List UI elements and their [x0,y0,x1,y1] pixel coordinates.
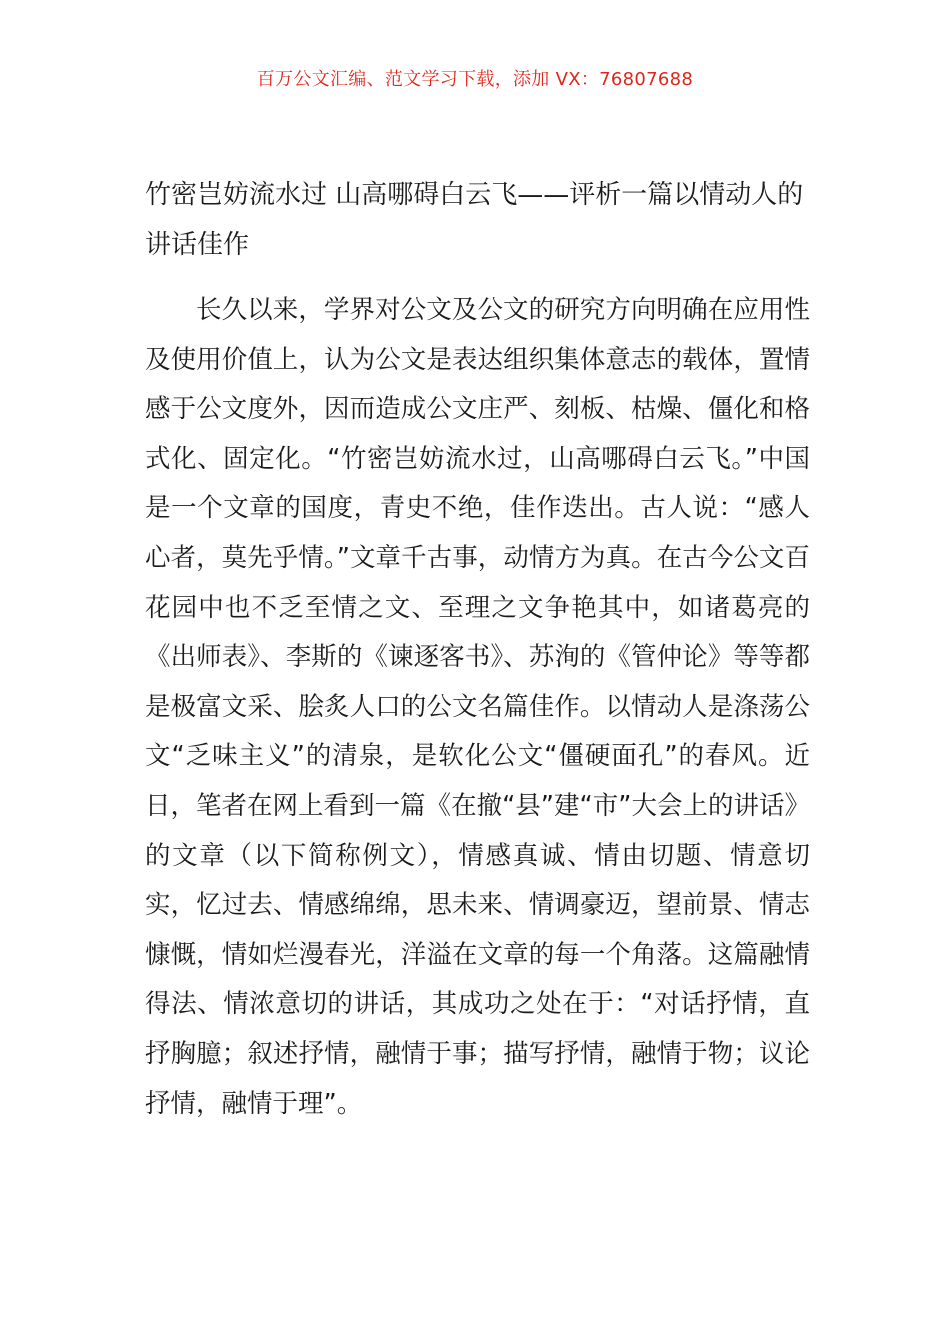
header-watermark-note: 百万公文汇编、范文学习下载，添加 VX：76807688 [256,69,694,90]
body-paragraph: 长久以来，学界对公文及公文的研究方向明确在应用性及使用价值上，认为公文是表达组织集体意志的载体，置情感于公文度外，因而造成公文庄严、刻板、枯燥、僵化和格式化、固定化。“竹密岂妨流水过，山高哪碍白云飞。”中国是一个文章的国度，青史不绝，佳作迭出。古人说：“感人心者，莫先乎情。”文章千古事，动情方为真。在古今公文百花园中也不乏至情之文、至理之文争艳其中，如诸葛亮的《出师表》、李斯的《谏逐客书》、苏洵的《管仲论》等等都是极富文采、脍炙人口的公文名篇佳作。以情动人是涤荡公文“乏味主义”的清泉，是软化公文“僵硬面孔”的春风。近日，笔者在网上看到一篇《在撤“县”建“市”大会上的讲话》的文章（以下简称例文），情感真诚、情由切题、情意切实，忆过去、情感绵绵，思未来、情调豪迈，望前景、情志慷慨，情如烂漫春光，洋溢在文章的每一个角落。这篇融情得法、情浓意切的讲话，其成功之处在于：“对话抒情，直抒胸臆；叙述抒情，融情于事；描写抒情，融情于物；议论抒情，融情于理”。 [145,295,810,1119]
document-title: 竹密岂妨流水过 山高哪碍白云飞——评析一篇以情动人的讲话佳作 [145,180,804,260]
